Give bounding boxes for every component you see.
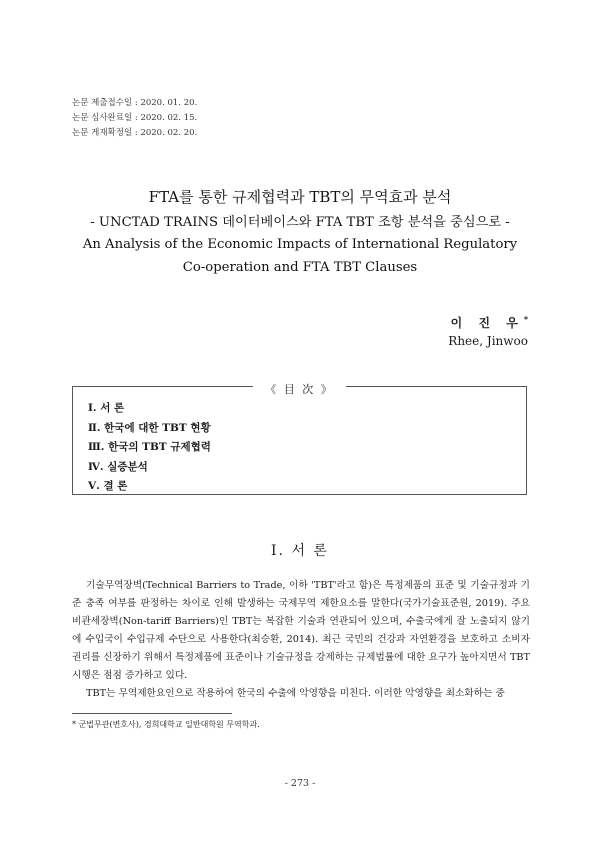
paragraph: TBT는 무역제한요인으로 작용하여 한국의 수출에 악영향을 미친다. 이러한 악영향을 최소화하는 중 (86, 688, 505, 699)
table-of-contents (72, 383, 527, 495)
footnote-divider (72, 713, 232, 714)
author-korean-name: 이 진 우 (450, 316, 524, 330)
page-number: - 273 - (284, 778, 316, 789)
date-reviewed: 논문 심사완료일 : 2020. 02. 15. (72, 113, 198, 123)
body-text (72, 577, 530, 703)
submission-dates (72, 96, 197, 141)
paragraph: 기술무역장벽(Technical Barriers to Trade, 이하 'TBT'라고 함)은 특정제품의 표준 및 기술규정과 기준 충족 여부를 판정하는 차이로 인해 발생하는 국제무역 제한요소를 말한다(국가기술표준원, 2019). 주요 비관세장벽(Non-tariff Barriers)인 TBT는 복잡한 기술과 연관되어 있으며, 수출국에게 잘 노출되지 않기에 수입국이 수입규제 수단으로 사용한다(최승환, 2014). 최근 국민의 건강과 자연환경을 보호하고 소비자 권리를 신장하기 위해서 특정제품에 표준이나 기술규정을 강제하는 규제법률에 대한 요구가 높아지면서 TBT 시행은 점점 증가하고 있다. (72, 580, 530, 681)
paper-title-english-line2: Co-operation and FTA TBT Clauses (182, 260, 418, 275)
author-korean (451, 314, 528, 331)
author-english: Rhee, Jinwoo (448, 334, 528, 348)
paper-title-english-line1: An Analysis of the Economic Impacts of International Regulatory (82, 237, 518, 252)
toc-item-empirical-analysis: Ⅳ. 실증분석 (88, 460, 148, 473)
footnote: * 군법무관(변호사), 경희대학교 일반대학원 무역학과. (72, 720, 260, 729)
section-heading: Ⅰ. 서 론 (271, 543, 329, 559)
author-footnote-mark: * (523, 314, 528, 324)
paper-title-korean: FTA를 통한 규제협력과 TBT의 무역효과 분석 (148, 188, 452, 206)
toc-item-tbt-status: Ⅱ. 한국에 대한 TBT 현황 (88, 421, 211, 434)
toc-item-conclusion: Ⅴ. 결 론 (88, 480, 128, 492)
toc-list (88, 399, 211, 497)
toc-title: 《 目 次 》 (253, 383, 346, 396)
toc-item-introduction: Ⅰ. 서 론 (88, 402, 125, 414)
date-accepted: 논문 게재확정일 : 2020. 02. 20. (72, 128, 198, 138)
date-submitted: 논문 제출접수일 : 2020. 01. 20. (72, 98, 198, 108)
paper-subtitle: - UNCTAD TRAINS 데이터베이스와 FTA TBT 조항 분석을 중심으로 - (90, 215, 510, 230)
toc-item-regulatory-cooperation: Ⅲ. 한국의 TBT 규제협력 (88, 441, 211, 453)
